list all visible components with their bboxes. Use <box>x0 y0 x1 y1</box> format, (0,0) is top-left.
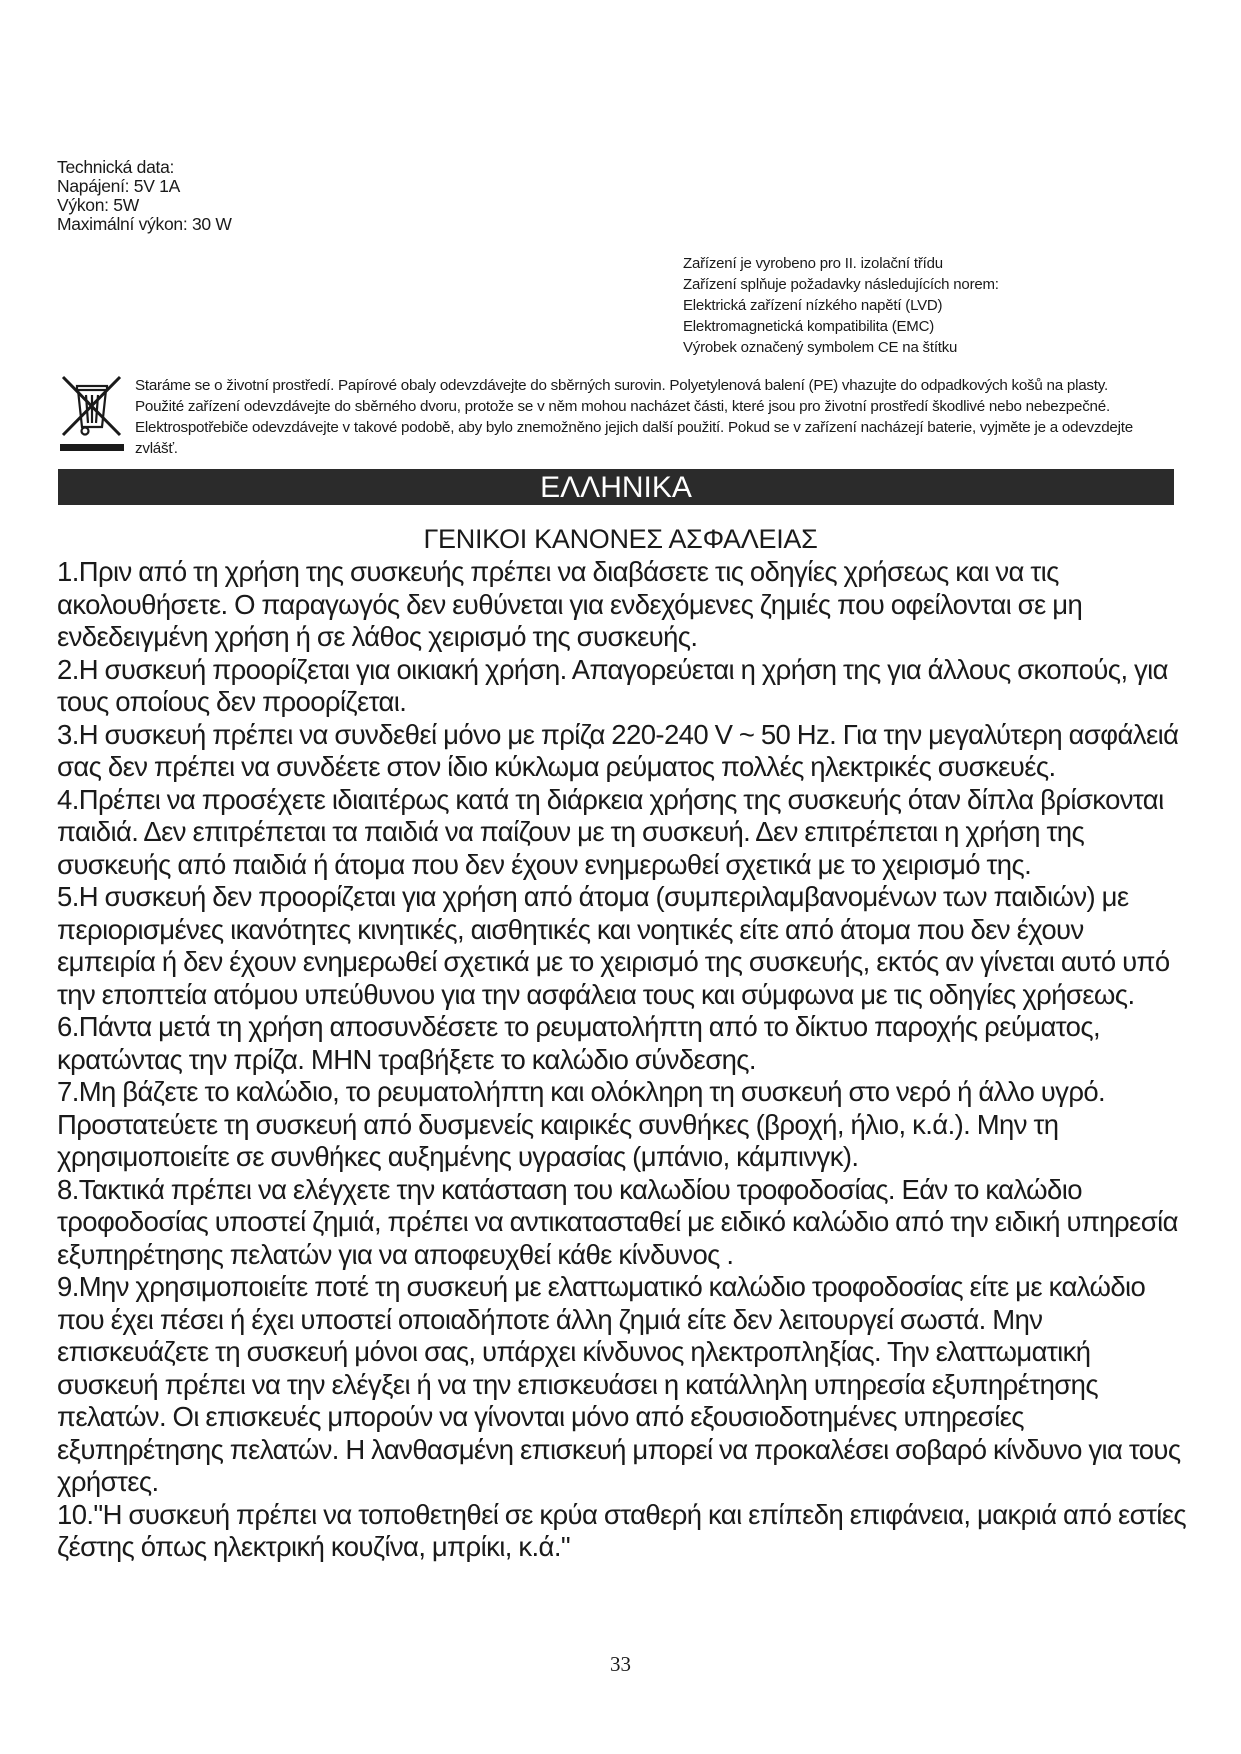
safety-rule: 10."Η συσκευή πρέπει να τοποθετηθεί σε κρύα σταθερή και επίπεδη επιφάνεια, μακριά από εστίες ζέστης όπως ηλεκτρική κουζίνα, μπρίκι, κ.ά." <box>57 1498 1187 1562</box>
crossed-out-wheelie-bin-icon <box>58 371 126 453</box>
safety-rule: 6.Πάντα μετά τη χρήση αποσυνδέσετε το ρευματολήπτη από το δίκτυο παροχής ρεύματος, κρατώντας την πρίζα. ΜΗΝ τραβήξετε το καλώδιο σύνδεσης. <box>57 1011 1101 1075</box>
power-supply-spec: Napájení: 5V 1A <box>57 176 180 196</box>
compliance-line: Elektromagnetická kompatibilita (EMC) <box>683 318 935 335</box>
max-power-spec: Maximální výkon: 30 W <box>57 214 232 234</box>
compliance-line: Zařízení splňuje požadavky následujících norem: <box>683 276 999 293</box>
safety-rule: 7.Μη βάζετε το καλώδιο, το ρευματολήπτη και ολόκληρη τη συσκευή στο νερό ή άλλο υγρό. Προστατεύετε τη συσκευή από δυσμενείς καιρικές συνθήκες (βροχή, ήλιο, κ.ά.). Μην τη χρησιμοποιείτε σε συνθήκες αυξημένης υγρασίας (μπάνιο, κάμπινγκ). <box>57 1076 1106 1172</box>
safety-rule: 8.Τακτικά πρέπει να ελέγχετε την κατάσταση του καλωδίου τροφοδοσίας. Εάν το καλώδιο τροφοδοσίας υποστεί ζημιά, πρέπει να αντικατασταθεί με ειδικό καλώδιο από την ειδική υπηρεσία εξυπηρέτησης πελατών για να αποφευχθεί κάθε κίνδυνος . <box>57 1173 1178 1270</box>
safety-rule: 3.Η συσκευή πρέπει να συνδεθεί μόνο με πρίζα 220-240 V ~ 50 Hz. Για την μεγαλύτερη ασφάλειά σας δεν πρέπει να συνδέετε στον ίδιο κύκλωμα ρεύματος πολλές ηλεκτρικές συσκευές. <box>57 718 1179 782</box>
compliance-line: Elektrická zařízení nízkého napětí (LVD) <box>683 297 943 314</box>
compliance-line: Výrobek označený symbolem CE na štítku <box>683 339 958 356</box>
safety-rule: 1.Πριν από τη χρήση της συσκευής πρέπει να διαβάσετε τις οδηγίες χρήσεως και να τις ακολουθήσετε. Ο παραγωγός δεν ευθύνεται για ενδεχόμενες ζημιές που οφείλονται σε μη ενδεδειγμένη χρήση ή σε λάθος χειρισμό της συσκευής. <box>57 556 1083 652</box>
compliance-statement <box>683 253 999 358</box>
technical-data-heading: Technická data: <box>57 157 175 177</box>
technical-data <box>57 158 232 234</box>
safety-rule: 5.Η συσκευή δεν προορίζεται για χρήση από άτομα (συμπεριλαμβανομένων των παιδιών) με περιορισμένες ικανότητες κινητικές, αισθητικές και νοητικές είτε από άτομα που δεν έχουν εμπειρία ή δεν έχουν ενημερωθεί σχετικά με το χειρισμό της συσκευής, εκτός αν γίνεται αυτό υπό την εποπτεία ατόμου υπεύθυνου για την ασφάλεια τους και σύμφωνα με τις οδηγίες χρήσεως. <box>57 881 1170 1010</box>
safety-rule: 9.Μην χρησιμοποιείτε ποτέ τη συσκευή με ελαττωματικό καλώδιο τροφοδοσίας είτε με καλώδιο που έχει πέσει ή έχει υποστεί οποιαδήποτε άλλη ζημιά είτε δεν λειτουργεί σωστά. Μην επισκευάζετε τη συσκευή μόνοι σας, υπάρχει κίνδυνος ηλεκτροπληξίας. Την ελαττωματική συσκευή πρέπει να την ελέγξει ή να την επισκευάσει η κατάλληλη υπηρεσία εξυπηρέτησης πελατών. Οι επισκευές μπορούν να γίνονται μόνο από εξουσιοδοτημένες υπηρεσίες εξυπηρέτησης πελατών. Η λανθασμένη επισκευή μπορεί να προκαλέσει σοβαρό κίνδυνο για τους χρήστες. <box>57 1271 1181 1497</box>
environment-notice: Staráme se o životní prostředí. Papírové obaly odevzdávejte do sběrných surovin. Polyetylenová balení (PE) vhazujte do odpadkových košů na plasty. Použité zařízení odevzdávejte do sběrného dvoru, protože se v něm mohou nacházet části, které jsou pro životní prostředí škodlivé nebo nebezpečné. Elektrospotřebiče odevzdávejte v takové podobě, aby bylo znemožněno jejich další použití. Pokud se v zařízení nacházejí baterie, vyjměte je a odevzdejte zvlášť. <box>135 377 1133 457</box>
language-banner: ΕΛΛΗΝΙΚΑ <box>58 469 1174 505</box>
safety-rules-title: ΓΕΝΙΚΟΙ ΚΑΝΟΝΕΣ ΑΣΦΑΛΕΙΑΣ <box>423 524 818 554</box>
safety-rules-list <box>57 556 1187 1564</box>
safety-rule: 2.Η συσκευή προορίζεται για οικιακή χρήση. Απαγορεύεται η χρήση της για άλλους σκοπούς, για τους οποίους δεν προορίζεται. <box>57 653 1168 717</box>
power-spec: Výkon: 5W <box>57 195 139 215</box>
compliance-line: Zařízení je vyrobeno pro II. izolační třídu <box>683 255 943 272</box>
page-number: 33 <box>610 1652 631 1676</box>
safety-rule: 4.Πρέπει να προσέχετε ιδιαιτέρως κατά τη διάρκεια χρήσης της συσκευής όταν δίπλα βρίσκονται παιδιά. Δεν επιτρέπεται τα παιδιά να παίζουν με τη συσκευή. Δεν επιτρέπεται η χρήση της συσκευής από παιδιά ή άτομα που δεν έχουν ενημερωθεί σχετικά με το χειρισμό της. <box>57 783 1164 880</box>
